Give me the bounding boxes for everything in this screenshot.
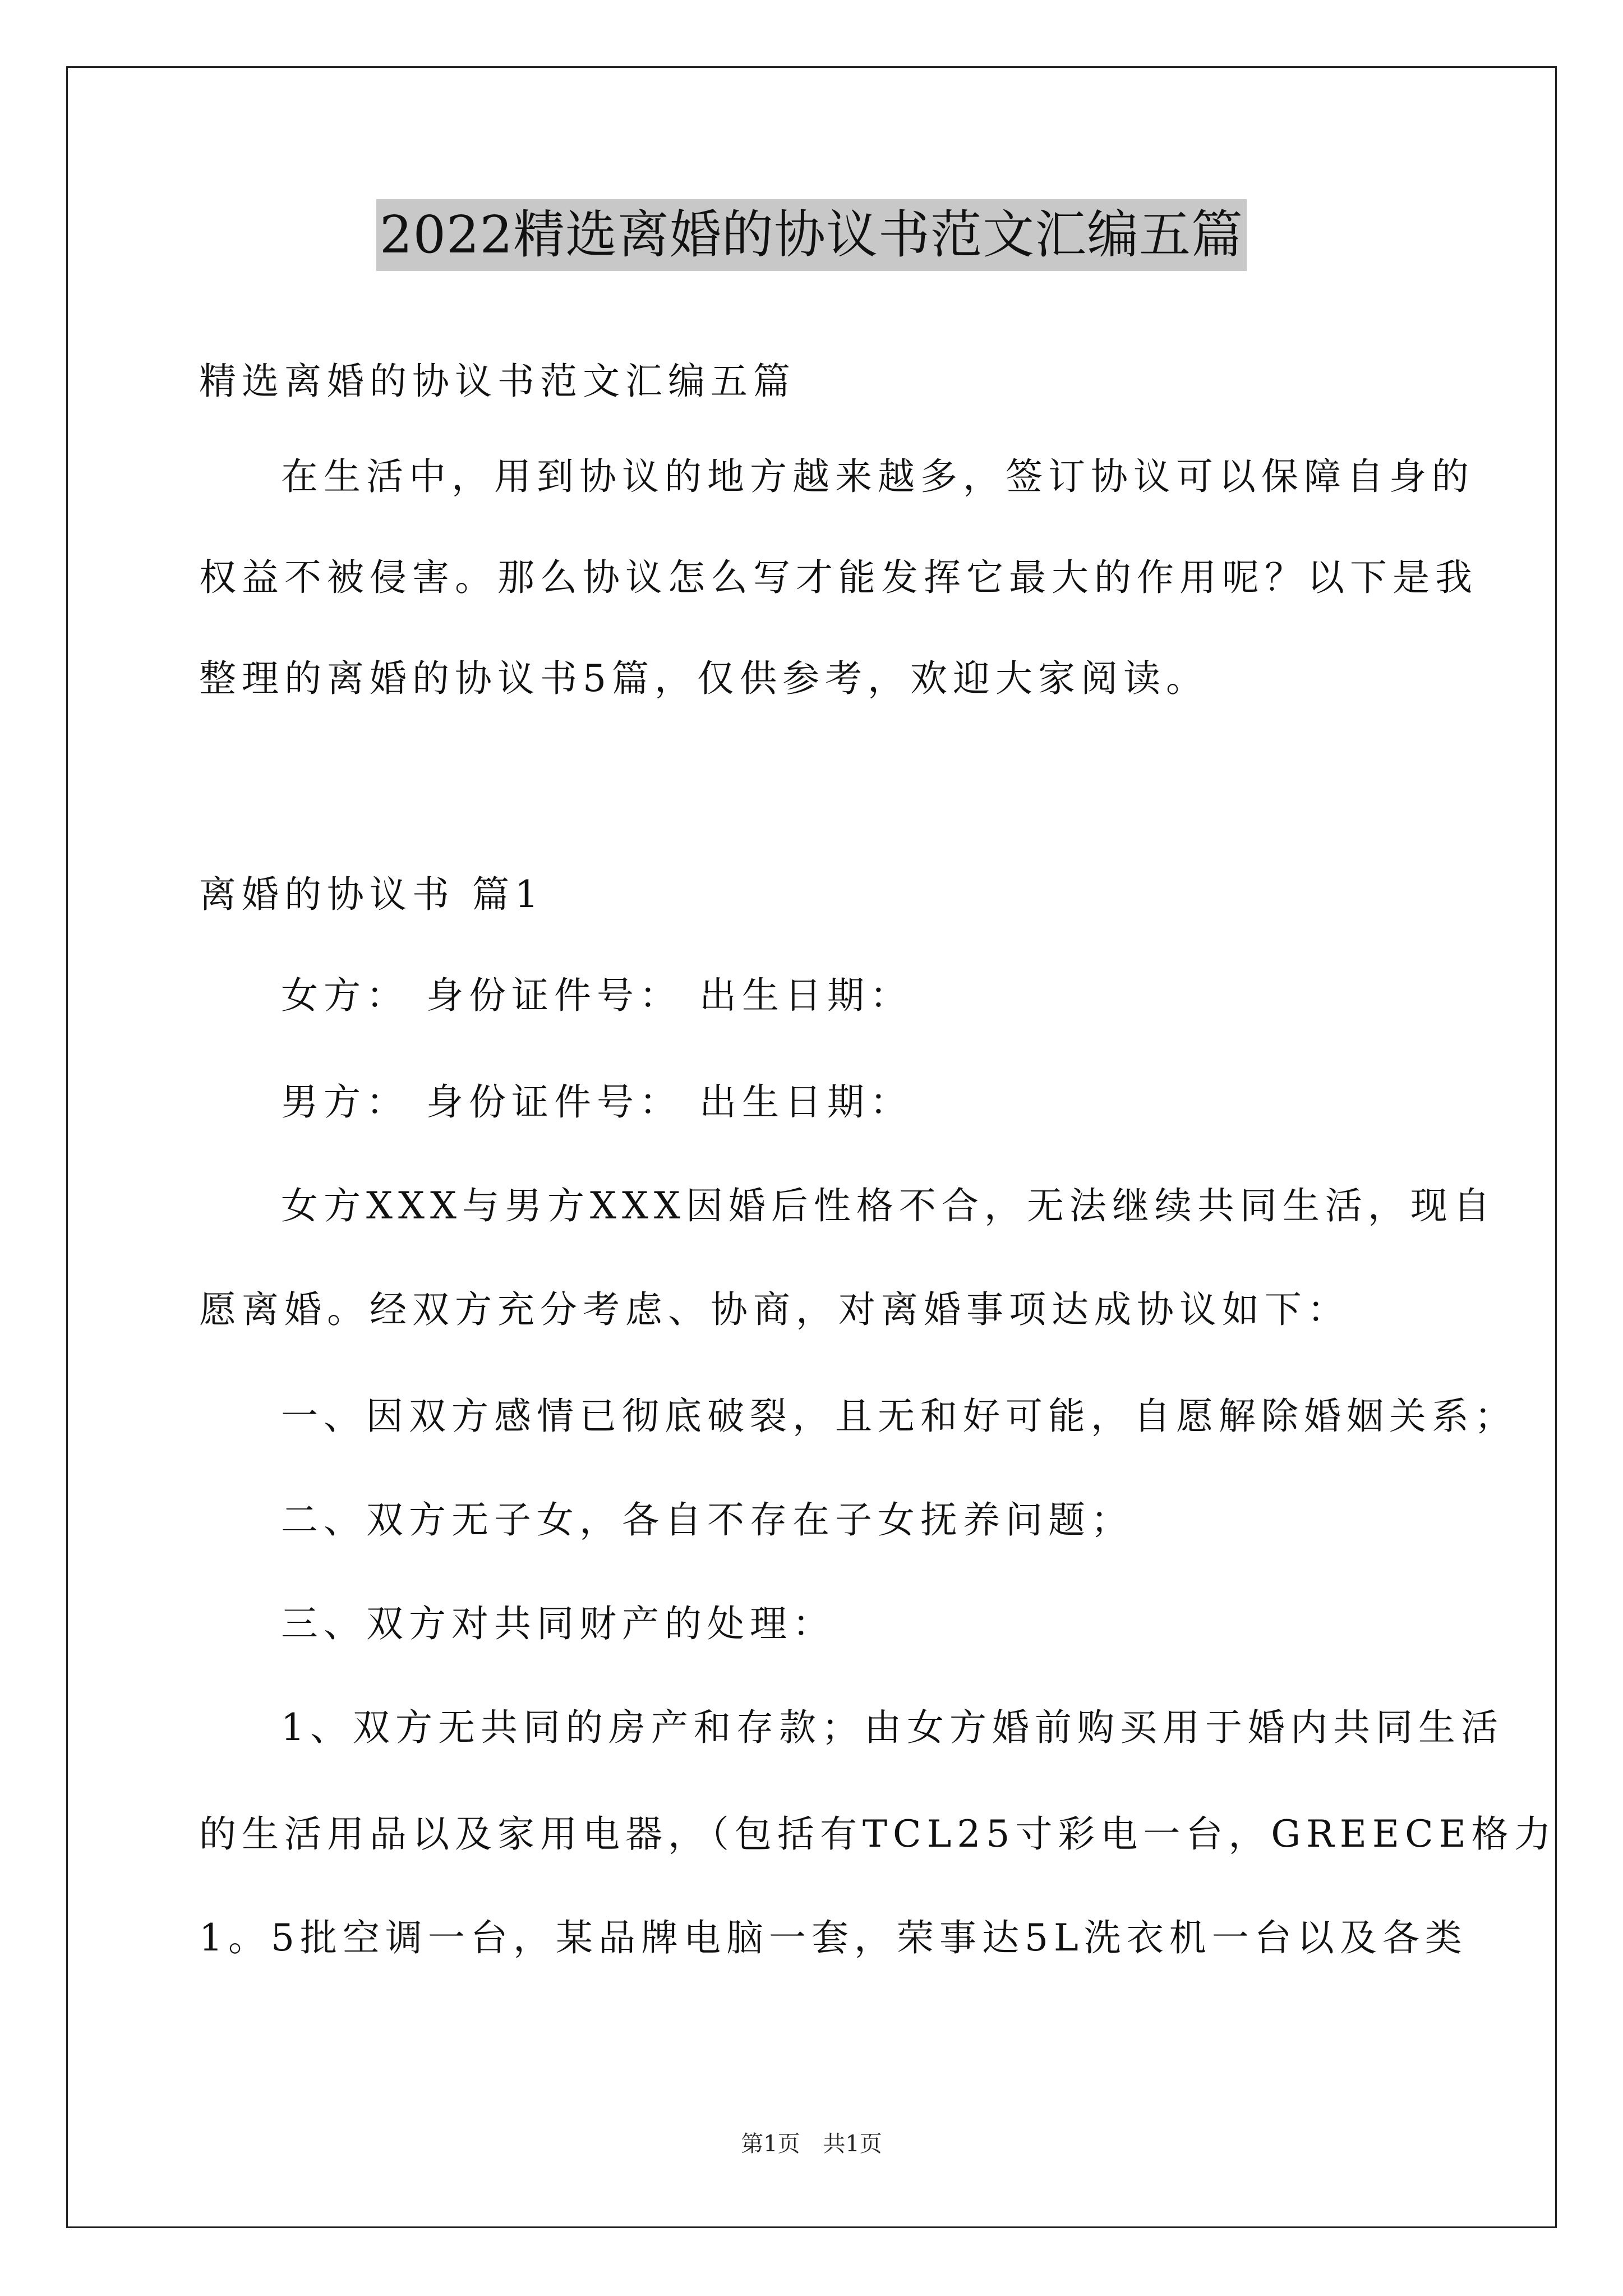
page-number-total: 共1页 <box>823 2131 882 2157</box>
intro-line-2: 权益不被侵害。那么协议怎么写才能发挥它最大的作用呢？以下是我 <box>199 556 1478 599</box>
document-title: 2022精选离婚的协议书范文汇编五篇 <box>376 199 1247 271</box>
body-line-10: 1。5批空调一台，某品牌电脑一套，荣事达5L洗衣机一台以及各类 <box>199 1916 1468 1959</box>
body-line-6: 二、双方无子女，各自不存在子女抚养问题； <box>281 1498 1133 1542</box>
intro-line-1: 在生活中，用到协议的地方越来越多，签订协议可以保障自身的 <box>281 455 1474 498</box>
document-subtitle: 精选离婚的协议书范文汇编五篇 <box>199 360 796 403</box>
section-heading: 离婚的协议书 篇1 <box>199 873 544 916</box>
body-line-1: 女方： 身份证件号： 出生日期： <box>281 974 912 1017</box>
intro-line-3: 整理的离婚的协议书5篇，仅供参考，欢迎大家阅读。 <box>199 657 1209 700</box>
title-wrap <box>0 199 1623 271</box>
body-line-5: 一、因双方感情已彻底破裂，且无和好可能，自愿解除婚姻关系； <box>281 1395 1517 1438</box>
body-line-7: 三、双方对共同财产的处理： <box>281 1602 835 1645</box>
body-line-8: 1、双方无共同的房产和存款；由女方婚前购买用于婚内共同生活 <box>281 1706 1504 1749</box>
body-line-3: 女方XXX与男方XXX因婚后性格不合，无法继续共同生活，现自 <box>281 1184 1496 1227</box>
page-footer <box>0 2126 1623 2158</box>
body-line-4: 愿离婚。经双方充分考虑、协商，对离婚事项达成协议如下： <box>199 1288 1350 1331</box>
body-line-9: 的生活用品以及家用电器，（包括有TCL25寸彩电一台，GREECE格力 <box>199 1812 1557 1856</box>
body-line-2: 男方： 身份证件号： 出生日期： <box>281 1080 912 1124</box>
page-number-current: 第1页 <box>741 2131 800 2157</box>
